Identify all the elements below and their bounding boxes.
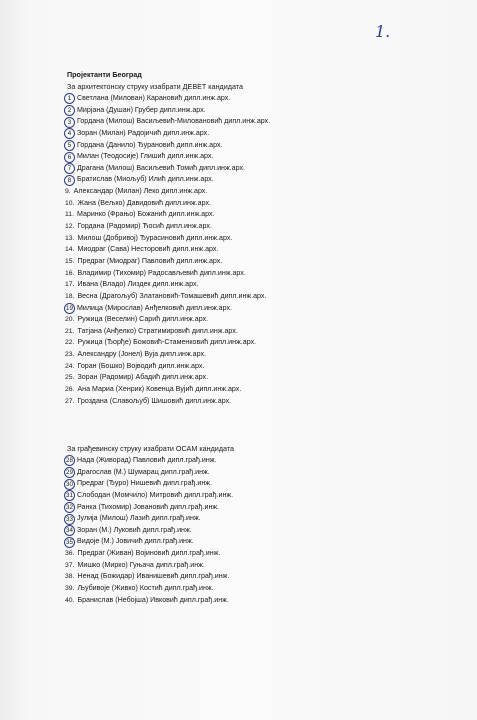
- candidate-row: [63, 337, 270, 349]
- candidate-row: [63, 560, 233, 572]
- circled-number: 8: [64, 175, 75, 186]
- candidate-row: [63, 105, 270, 117]
- item-number: 16 .: [65, 268, 74, 280]
- item-number: 38 .: [65, 571, 74, 583]
- item-number: 10 .: [65, 198, 74, 210]
- candidate-name: Братислав (Миољуб) Илић дипл.инж.арх.: [77, 175, 214, 184]
- item-number: 37 .: [65, 560, 74, 572]
- circled-number: 29: [64, 467, 75, 478]
- item-number: 24 .: [65, 361, 74, 373]
- candidate-row: [63, 490, 233, 502]
- circled-number: 31: [64, 490, 75, 501]
- candidate-name: Горан (Бошко) Војводић дипл.инж.арх.: [77, 361, 205, 370]
- item-number: 22 .: [65, 337, 74, 349]
- candidate-name: Милош (Добривој) Ђурасиновић дипл.инж.арх.: [77, 233, 233, 242]
- circled-number: 35: [64, 537, 75, 548]
- candidate-name: Татјана (Анђелко) Стратимировић дипл.инж.арх.: [77, 326, 238, 335]
- candidate-name: Маринко (Фрањо) Божанић дипл.инж.арх.: [76, 210, 215, 219]
- candidate-name: Ружица (Ђорђе) Божовић-Стаменковић дипл.инж.арх.: [77, 338, 257, 347]
- candidate-row: [63, 548, 233, 560]
- circled-number: 28: [64, 455, 75, 466]
- candidate-row: [63, 209, 270, 221]
- candidate-row: [63, 244, 270, 256]
- candidate-row: [63, 174, 270, 186]
- candidate-name: Мишко (Мирко) Гуњача дипл.грађ.инж.: [77, 560, 205, 569]
- section-heading-civil: За грађевинску струку изабрати ОСАМ кандидата: [67, 444, 235, 453]
- circled-number: 33: [64, 514, 75, 525]
- candidate-row: [63, 326, 270, 338]
- circled-number: 7: [64, 163, 75, 174]
- candidate-name: Љубивоје (Живко) Костић дипл.грађ.инж.: [77, 584, 214, 593]
- circled-number: 3: [64, 117, 75, 128]
- candidate-name: Жана (Вељко) Давидовић дипл.инж.арх.: [77, 198, 211, 207]
- candidate-name: Јулија (Милош) Лазић дипл.грађ.инж.: [77, 514, 201, 523]
- item-number: 14 .: [65, 244, 74, 256]
- candidate-row: [63, 163, 270, 175]
- candidate-name: Гордана (Радомир) Ћосић дипл.инж.арх.: [77, 222, 212, 231]
- candidate-row: [63, 268, 270, 280]
- organization-title: Пројектанти Београд: [67, 70, 142, 79]
- candidate-row: [63, 256, 270, 268]
- candidate-name: Александар (Милан) Леко дипл.инж.арх.: [73, 187, 208, 196]
- candidate-row: [63, 467, 233, 479]
- candidate-row: [63, 116, 270, 128]
- candidate-row: [63, 314, 270, 326]
- circled-number: 5: [64, 140, 75, 151]
- item-number: 13 .: [65, 233, 74, 245]
- candidate-name: Видоје (М.) Јовичић дипл.грађ.инж.: [77, 537, 194, 546]
- candidate-row: [63, 93, 270, 105]
- candidate-name: Гроздана (Славољуб) Шишовић дипл.инж.арх.: [77, 396, 232, 405]
- item-number: 17 .: [65, 279, 74, 291]
- candidate-name: Милан (Теодосије) Глишић дипл.инж.арх.: [77, 152, 214, 161]
- candidate-name: Гордана (Милош) Васиљевић-Миловановић дипл.инж.арх.: [77, 117, 271, 126]
- item-number: 21 .: [65, 326, 74, 338]
- item-number: 20 .: [65, 314, 74, 326]
- candidate-row: [63, 303, 270, 315]
- candidate-name: Милица (Мирослав) Анђелковић дипл.инж.арх.: [77, 303, 233, 312]
- circled-number: 4: [64, 128, 75, 139]
- section-heading-architecture: За архитектонску струку изабрати ДЕВЕТ кандидата: [67, 82, 244, 91]
- circled-number: 1: [64, 93, 75, 104]
- candidate-row: [63, 513, 233, 525]
- candidate-name: Зоран (Радомир) Абадић дипл.инж.арх.: [77, 373, 209, 382]
- candidate-name: Драгана (Милош) Васиљевић Томић дипл.инж.арх.: [77, 163, 245, 172]
- candidate-name: Гордана (Данило) Ђурановић дипл.инж.арх.: [77, 140, 223, 149]
- candidate-row: [63, 571, 233, 583]
- item-number: 39 .: [65, 583, 74, 595]
- candidate-name: Ранка (Тихомир) Јовановић дипл.грађ.инж.: [77, 502, 220, 511]
- candidate-name: Мирјана (Душан) Грубер дипл.инж.арх.: [77, 105, 206, 114]
- candidate-row: [63, 455, 233, 467]
- candidate-row: [63, 198, 270, 210]
- candidate-row: [63, 140, 270, 152]
- candidate-row: [63, 478, 233, 490]
- item-number: 26 .: [65, 384, 74, 396]
- candidate-row: [63, 502, 233, 514]
- candidate-list-architecture: [63, 93, 270, 407]
- candidate-row: [63, 595, 233, 607]
- candidate-row: [63, 384, 270, 396]
- candidate-name: Ивана (Владо) Лиздек дипл.инж.арх.: [77, 280, 199, 289]
- candidate-row: [63, 291, 270, 303]
- candidate-name: Нада (Живорад) Павловић дипл.грађ.инж.: [77, 456, 217, 464]
- circled-number: 34: [64, 525, 75, 536]
- candidate-name: Миодраг (Сава) Несторовић дипл.инж.арх.: [77, 245, 219, 254]
- candidate-name: Слободан (Момчило) Митровић дипл.грађ.инж.: [77, 490, 234, 499]
- item-number: 18 .: [65, 291, 74, 303]
- candidate-name: Александру (Јонел) Вуја дипл.инж.арх.: [77, 350, 207, 359]
- candidate-row: [63, 349, 270, 361]
- item-number: 15 .: [65, 256, 74, 268]
- candidate-list-civil: [63, 455, 233, 606]
- candidate-row: [63, 186, 270, 198]
- candidate-row: [63, 536, 233, 548]
- handwritten-page-number: 1.: [375, 22, 391, 41]
- candidate-name: Предраг (Миодраг) Павловић дипл.инж.арх.: [77, 256, 223, 265]
- item-number: 9 .: [65, 186, 71, 198]
- candidate-name: Ружица (Веселин) Сарић дипл.инж.арх.: [77, 315, 209, 324]
- candidate-name: Зоран (Милан) Радојичић дипл.инж.арх.: [77, 128, 210, 137]
- circled-number: 6: [64, 152, 75, 163]
- item-number: 11 .: [65, 209, 74, 221]
- item-number: 27 .: [65, 396, 74, 408]
- item-number: 40 .: [65, 595, 74, 607]
- candidate-name: Светлана (Милован) Карановић дипл.инж.арх.: [77, 94, 231, 102]
- candidate-row: [63, 361, 270, 373]
- candidate-name: Предраг (Живан) Војиновић дипл.грађ.инж.: [77, 549, 221, 558]
- candidate-name: Ненад (Божидар) Иванишевић дипл.грађ.инж.: [77, 572, 230, 581]
- candidate-name: Весна (Драгољуб) Златановић-Томашевић дипл.инж.арх.: [77, 291, 267, 300]
- circled-number: 2: [64, 105, 75, 116]
- candidate-row: [63, 128, 270, 140]
- item-number: 25 .: [65, 372, 74, 384]
- candidate-row: [63, 372, 270, 384]
- item-number: 36 .: [65, 548, 74, 560]
- candidate-name: Бранислав (Небојша) Ивковић дипл.грађ.инж.: [77, 595, 229, 604]
- circled-number: 30: [64, 479, 75, 490]
- item-number: 23 .: [65, 349, 74, 361]
- candidate-name: Предраг (Ђуро) Нишевић дипл.грађ.инж.: [77, 479, 213, 488]
- candidate-name: Зоран (М.) Луковић дипл.грађ.инж.: [77, 525, 192, 534]
- circled-number: 32: [64, 502, 75, 513]
- circled-number: 19: [64, 303, 75, 314]
- candidate-name: Владимир (Тихомир) Радосављевић дипл.инж.арх.: [77, 268, 246, 277]
- candidate-row: [63, 279, 270, 291]
- candidate-row: [63, 151, 270, 163]
- candidate-row: [63, 221, 270, 233]
- candidate-row: [63, 396, 270, 408]
- candidate-row: [63, 233, 270, 245]
- candidate-row: [63, 583, 233, 595]
- candidate-name: Ана Мариа (Хенрик) Ковенца Вујић дипл.инж.арх.: [77, 385, 242, 394]
- candidate-row: [63, 525, 233, 537]
- item-number: 12 .: [65, 221, 74, 233]
- candidate-name: Драгослав (М.) Шумарац дипл.грађ.инж.: [77, 467, 210, 476]
